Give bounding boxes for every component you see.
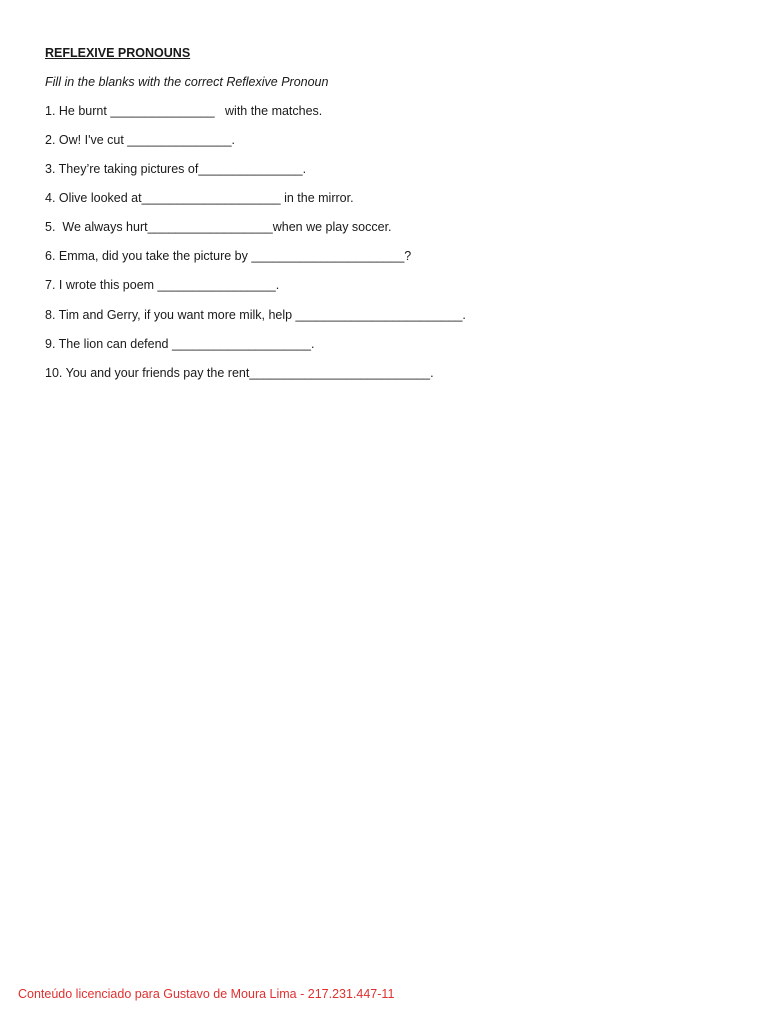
exercise-item-3: 3. They’re taking pictures of_______________. (45, 162, 307, 176)
license-footer: Conteúdo licenciado para Gustavo de Moura Lima - 217.231.447-11 (18, 987, 395, 1001)
exercise-item-4: 4. Olive looked at____________________ in the mirror. (45, 191, 354, 205)
exercise-item-8: 8. Tim and Gerry, if you want more milk, help ________________________. (45, 308, 466, 322)
exercise-item-2: 2. Ow! I've cut _______________. (45, 133, 236, 147)
exercise-item-5: 5. We always hurt__________________when we play soccer. (45, 220, 392, 234)
exercise-item-1: 1. He burnt _______________ with the matches. (45, 104, 323, 118)
worksheet-instructions: Fill in the blanks with the correct Reflexive Pronoun (45, 75, 329, 89)
worksheet-title: REFLEXIVE PRONOUNS (45, 46, 191, 60)
exercise-item-9: 9. The lion can defend ____________________. (45, 337, 315, 351)
exercise-item-10: 10. You and your friends pay the rent__________________________. (45, 366, 434, 380)
exercise-item-7: 7. I wrote this poem _________________. (45, 278, 280, 292)
exercise-item-6: 6. Emma, did you take the picture by ______________________? (45, 249, 412, 263)
